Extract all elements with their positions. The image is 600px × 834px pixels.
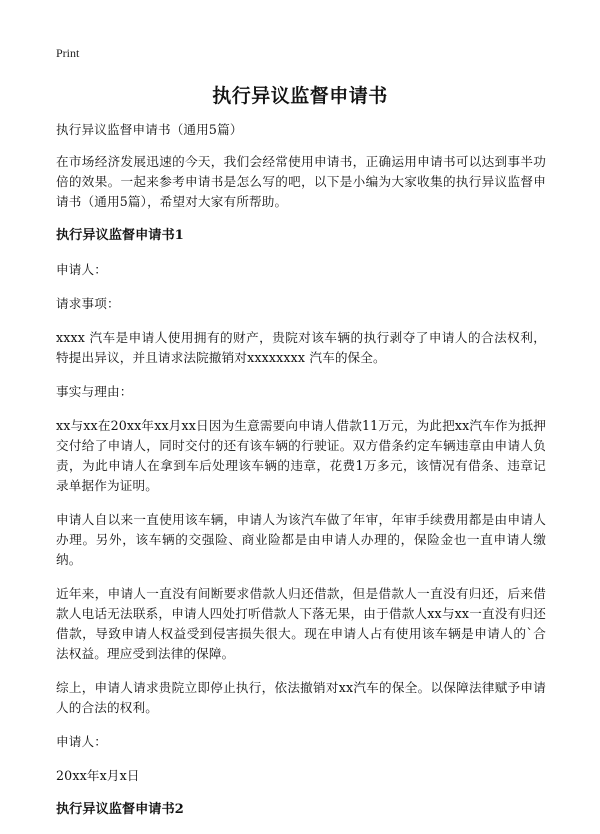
intro-paragraph: 在市场经济发展迅速的今天，我们会经常使用申请书，正确运用申请书可以达到事半功倍的效果。一起来参考申请书是怎么写的吧，以下是小编为大家收集的执行异议监督申请书（通用5篇），希望对大家有所帮助。 <box>56 154 546 209</box>
facts-label: 事实与理由： <box>56 384 133 399</box>
print-link[interactable]: Print <box>56 46 80 60</box>
section-2-heading: 执行异议监督申请书2 <box>56 802 184 817</box>
request-label: 请求事项： <box>56 296 120 311</box>
facts-paragraph-1: xx与xx在20xx年xx月xx日因为生意需要向申请人借款11万元，为此把xx汽车作为抵押交付给了申请人，同时交付的还有该车辆的行驶证。双方借条约定车辆违章由申请人负责，为此申请人在拿到车后处理该车辆的违章，花费1万多元，该情况有借条、违章记录单据作为证明。 <box>56 418 546 493</box>
section-1-heading: 执行异议监督申请书1 <box>56 228 184 243</box>
facts-paragraph-2: 申请人自以来一直使用该车辆，申请人为该汽车做了年审，年审手续费用都是由申请人办理。另外，该车辆的交强险、商业险都是由申请人办理的，保险金也一直申请人缴纳。 <box>56 512 546 567</box>
date-line: 20xx年x月x日 <box>56 768 140 783</box>
document-body <box>56 120 546 834</box>
applicant-line: 申请人： <box>56 262 107 277</box>
request-paragraph: xxxx 汽车是申请人使用拥有的财产，贵院对该车辆的执行剥夺了申请人的合法权利，特提出异议，并且请求法院撤销对xxxxxxxx 汽车的保全。 <box>56 330 546 365</box>
facts-paragraph-3: 近年来，申请人一直没有间断要求借款人归还借款，但是借款人一直没有归还，后来借款人电话无法联系，申请人四处打听借款人下落无果，由于借款人xx与xx一直没有归还借款，导致申请人权益受到侵害损失很大。现在申请人占有使用该车辆是申请人的`合法权益。理应受到法律的保障。 <box>56 586 546 661</box>
signature-line: 申请人： <box>56 734 107 749</box>
document-subtitle: 执行异议监督申请书（通用5篇） <box>56 122 243 137</box>
document-title: 执行异议监督申请书 <box>212 85 388 107</box>
conclusion-paragraph: 综上，申请人请求贵院立即停止执行，依法撤销对xx汽车的保全。以保障法律赋予申请人的合法的权利。 <box>56 680 546 715</box>
